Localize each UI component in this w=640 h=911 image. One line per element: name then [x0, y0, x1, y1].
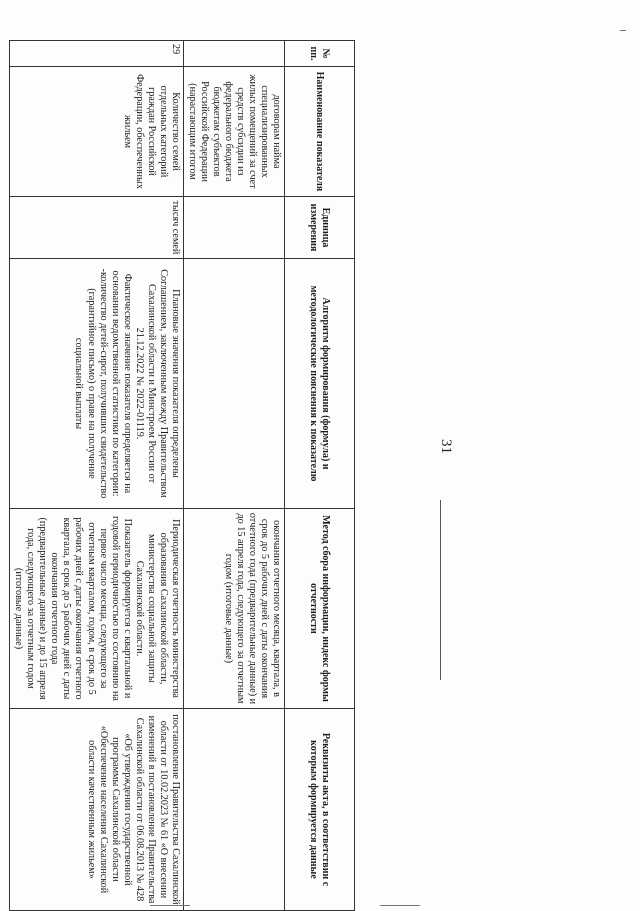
- edge-dash: [620, 30, 626, 31]
- indicator-name: Количество семей отдельных категорий граждан Российской Федерации, обеспеченных жильем: [10, 67, 183, 197]
- table-row: [183, 41, 284, 911]
- page-number: 31: [438, 439, 454, 454]
- collection-method: окончания отчетного месяца, квартала, в срок до 5 рабочих дней с даты окончания отчетного года (предварительные данные) и до 15 апреля года, следующего за отчетным годом (итоговые данные): [183, 509, 284, 709]
- header-indicator-name: Наименование показателя: [285, 67, 355, 197]
- row-number: [183, 41, 284, 67]
- unit: тысяч семей: [10, 197, 183, 259]
- method-paragraph: Периодическая отчетность министерства образования Сахалинской области, министерства социальной защиты Сахалинской области.: [133, 519, 181, 698]
- header-act-details: Реквизиты акта, в соответствии с которым формируется данные: [285, 709, 355, 911]
- algorithm: [10, 259, 183, 509]
- indicator-table: [9, 40, 355, 911]
- table-row: [10, 41, 183, 911]
- header-algorithm: Алгоритм формирования (формула) и методологические пояснения к показателю: [285, 259, 355, 509]
- method-paragraph: Показатель формируется с квартальной и годовой периодичностью по состоянию на первое число месяца, следующего за отчетным кварталом, годом, в срок до 5 рабочих дней с даты окончания отчетного квартала, в срок до 5 рабочих дней с даты окончания отчетного года (предварительные данные) и до 15 апреля года, следующего за отчетным годом (итоговые данные): [13, 516, 133, 701]
- rotated-table-area: [13, 40, 355, 910]
- header-unit: Единица измерения: [285, 197, 355, 259]
- indicator-name: договорам найма специализированных жилых помещений за счет средств субсидии из федерального бюджета бюджетам субъектов Российской Федерации (нарастающим итогом: [183, 67, 284, 197]
- collection-method: [10, 509, 183, 709]
- algorithm: [183, 259, 284, 509]
- unit: [183, 197, 284, 259]
- algorithm-paragraph: -количество детей-сирот, получивших свидетельство (гарантийное письмо) о праве на получение социальной выплаты: [73, 268, 109, 499]
- algorithm-paragraph: Плановые значения показателя определены Соглашением, заключенным между Правительством Сахалинской области и Минстроем России от 21.12.2022 № 2022-01119.: [133, 269, 181, 498]
- edge-dash: [150, 905, 190, 906]
- row-number: 29: [10, 41, 183, 67]
- side-rule-line: [440, 500, 441, 680]
- header-collection-method: Метод сбора информации, индекс формы отчетности: [285, 509, 355, 709]
- algorithm-paragraph: Фактическое значение показателя определяется на основании ведомственной статистики по категории:: [109, 270, 133, 497]
- header-number: № пп.: [285, 41, 355, 67]
- act-details: [183, 709, 284, 911]
- edge-dash: [380, 905, 420, 906]
- table-header-row: [285, 41, 355, 911]
- act-details: постановление Правительства Сахалинской области от 10.02.2023 № 61 «О внесении изменений в постановление Правительства Сахалинской области от 06.08.2013 № 428 «Об утверждении государственной программы Сахалинской области «Обеспечение населения Сахалинской области качественным жильем»: [10, 709, 183, 911]
